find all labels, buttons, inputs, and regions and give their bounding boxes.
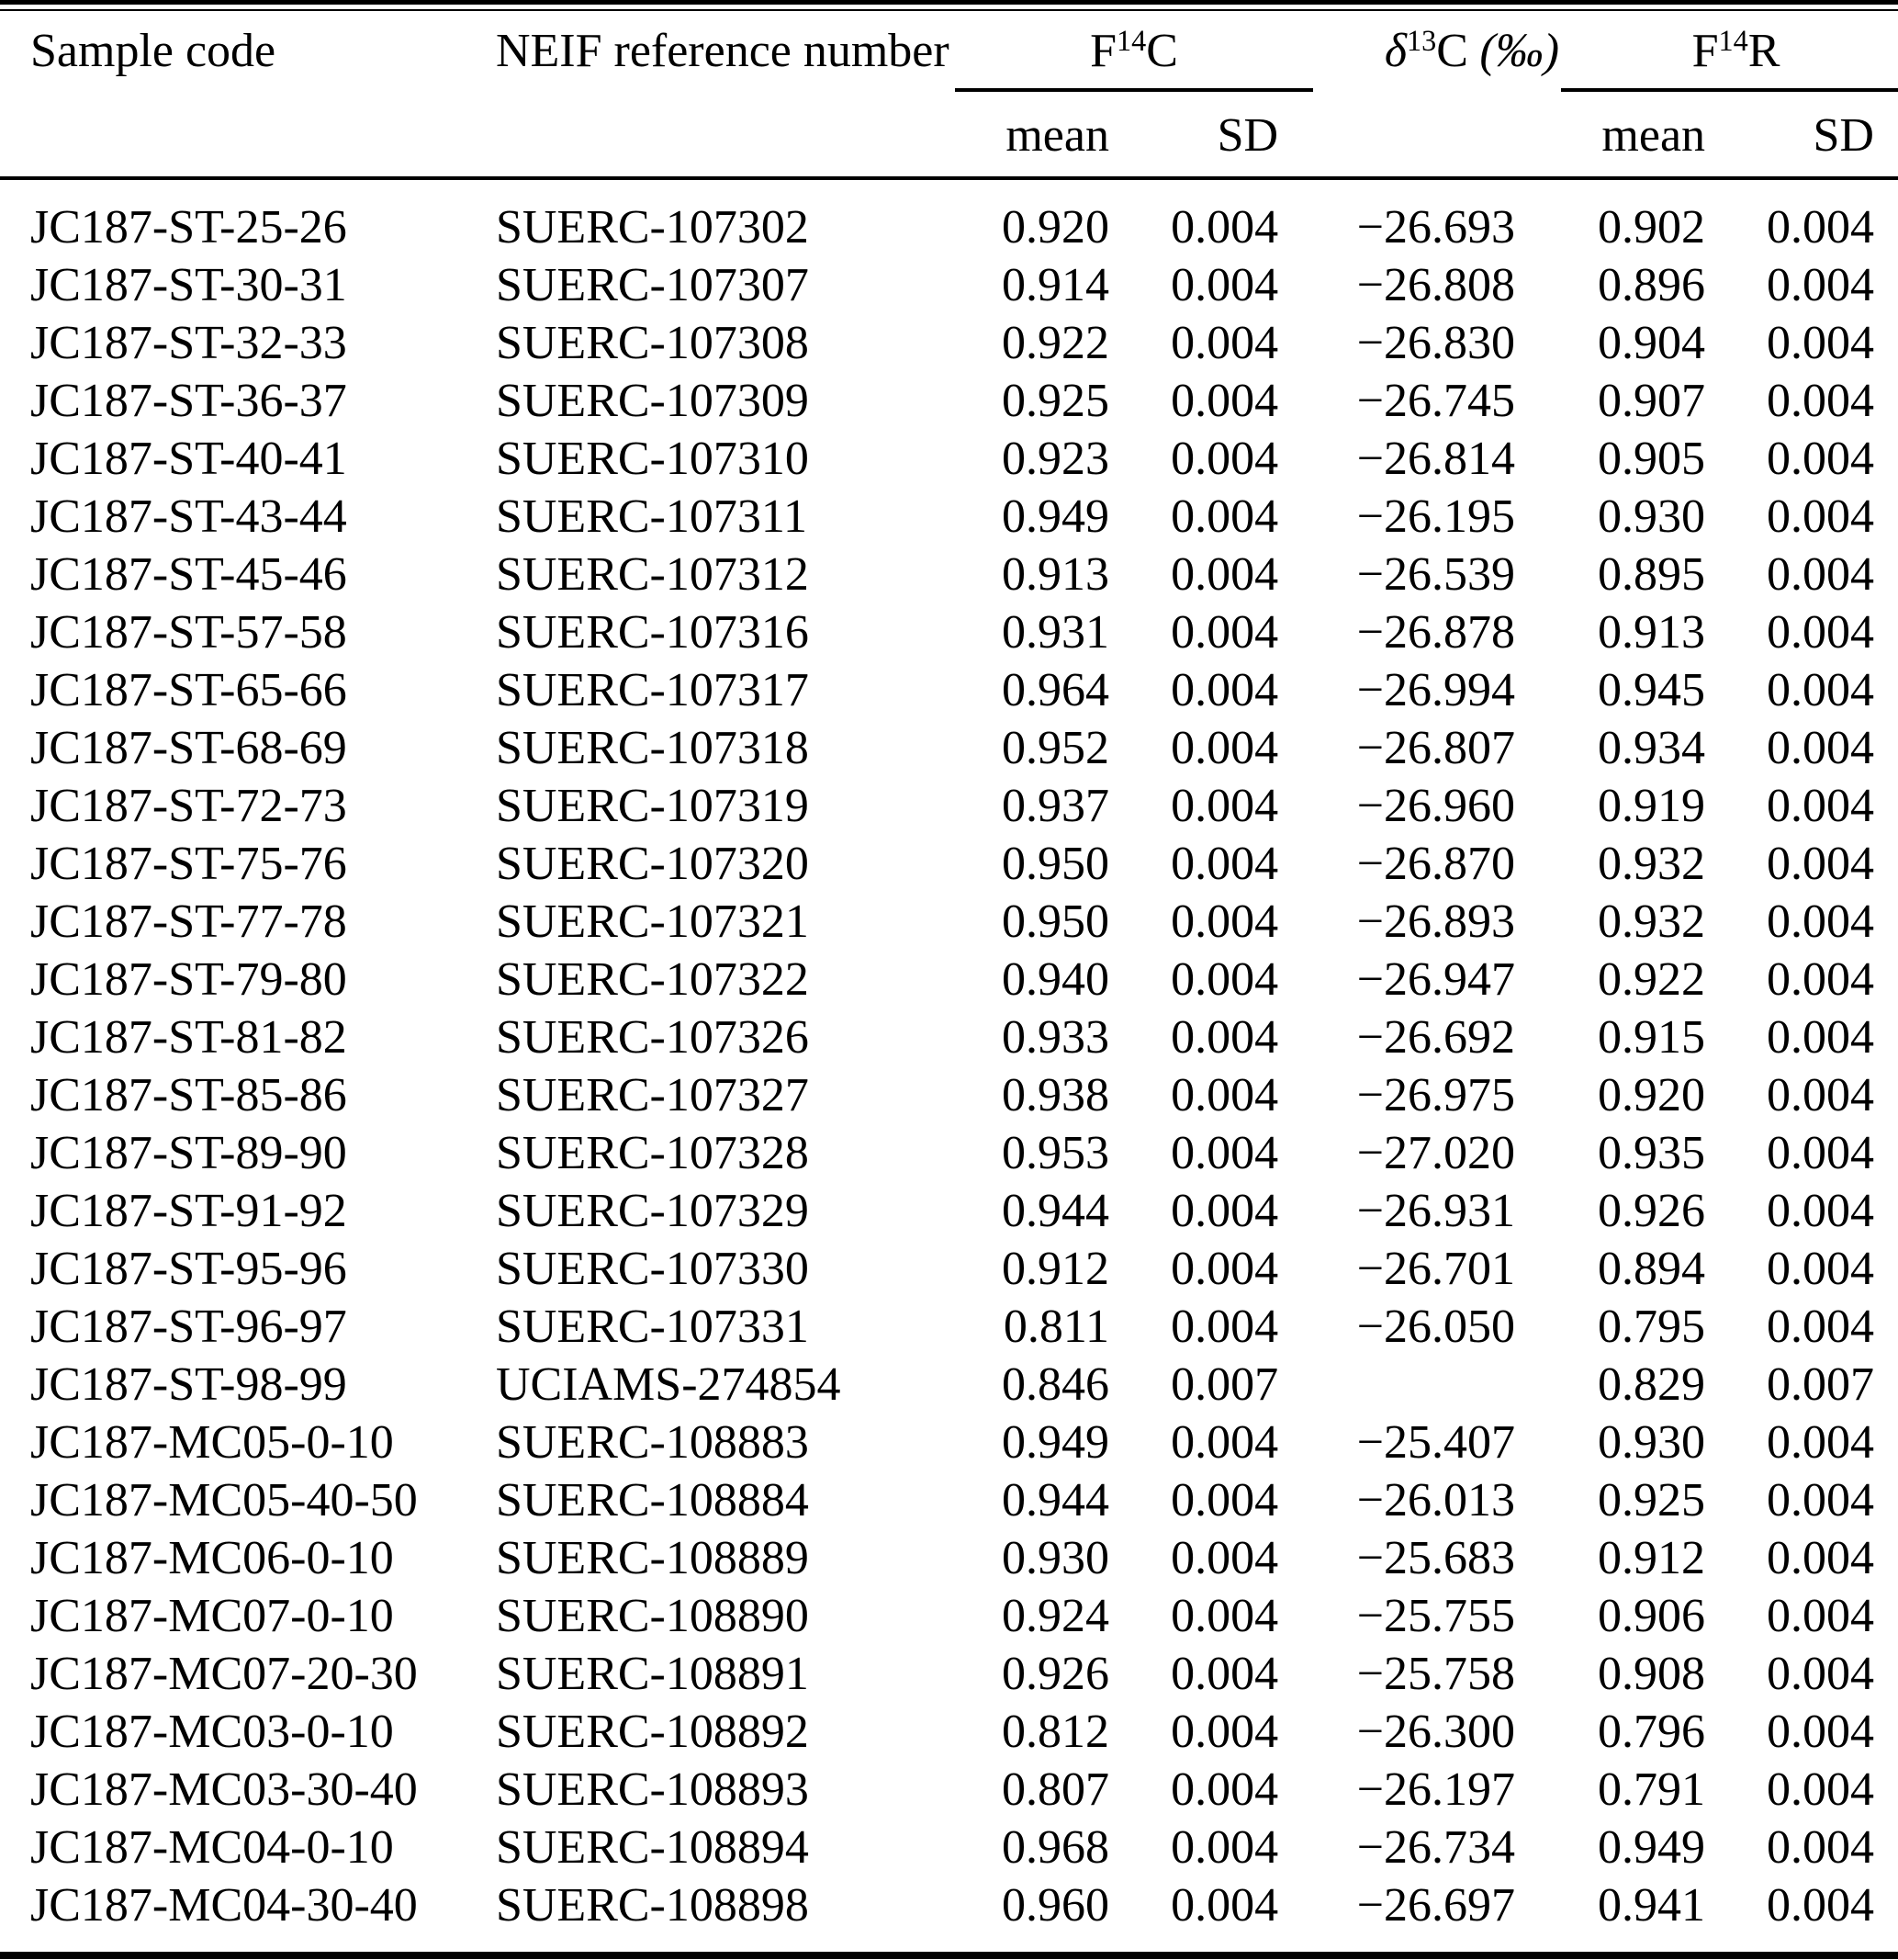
cell-f14r-mean: 0.791 (1598, 1763, 1706, 1816)
cell-d13c: −26.013 (1356, 1474, 1516, 1526)
cell-f14c-mean: 0.964 (1001, 664, 1109, 716)
cell-neif-reference: SUERC-107331 (495, 1301, 809, 1353)
table-row (0, 1008, 1898, 1066)
cell-sample-code: JC187-ST-32-33 (30, 317, 347, 369)
cell-d13c: −26.814 (1356, 433, 1516, 485)
cell-sample-code: JC187-ST-25-26 (30, 201, 347, 253)
table-row (0, 1240, 1898, 1298)
cell-d13c: −26.931 (1356, 1185, 1516, 1237)
table-body (0, 178, 1898, 1934)
cell-f14c-mean: 0.807 (1001, 1763, 1109, 1816)
cell-d13c: −26.807 (1356, 722, 1516, 774)
cell-sample-code: JC187-ST-89-90 (30, 1127, 347, 1179)
cell-f14c-sd: 0.004 (1171, 375, 1279, 427)
table-row (0, 603, 1898, 661)
cell-neif-reference: SUERC-107307 (495, 259, 809, 311)
cell-f14r-sd: 0.004 (1767, 1127, 1874, 1179)
cell-sample-code: JC187-MC05-0-10 (30, 1416, 394, 1469)
cell-f14c-mean: 0.930 (1001, 1532, 1109, 1584)
table-row (0, 1529, 1898, 1587)
cell-f14r-mean: 0.912 (1598, 1532, 1706, 1584)
cell-d13c: −26.692 (1356, 1011, 1516, 1064)
cell-f14c-mean: 0.938 (1001, 1069, 1109, 1121)
cell-f14c-sd: 0.004 (1171, 201, 1279, 253)
cell-neif-reference: SUERC-107302 (495, 201, 809, 253)
cell-f14r-mean: 0.915 (1598, 1011, 1706, 1064)
cell-d13c: −26.745 (1356, 375, 1516, 427)
col-header-neif-reference: NEIF reference number (496, 11, 955, 178)
cell-sample-code: JC187-ST-68-69 (30, 722, 347, 774)
cell-f14c-sd: 0.004 (1171, 1011, 1279, 1064)
table-row (0, 1471, 1898, 1529)
table-row (0, 1587, 1898, 1645)
cell-f14r-mean: 0.919 (1598, 780, 1706, 832)
cell-f14r-sd: 0.004 (1767, 953, 1874, 1006)
cell-f14r-sd: 0.004 (1767, 317, 1874, 369)
cell-f14r-sd: 0.004 (1767, 490, 1874, 543)
cell-f14c-sd: 0.004 (1171, 1474, 1279, 1526)
cell-f14c-sd: 0.004 (1171, 1127, 1279, 1179)
cell-sample-code: JC187-ST-79-80 (30, 953, 347, 1006)
table-bottom-rule-gap (0, 1934, 1898, 1952)
cell-f14r-sd: 0.004 (1767, 896, 1874, 948)
cell-f14c-mean: 0.913 (1001, 548, 1109, 601)
cell-d13c: −27.020 (1356, 1127, 1516, 1179)
cell-f14r-mean: 0.895 (1598, 548, 1706, 601)
cell-neif-reference: SUERC-107308 (495, 317, 809, 369)
col-header-d13c (1313, 11, 1561, 178)
cell-d13c: −26.878 (1356, 606, 1516, 659)
cell-f14r-sd: 0.004 (1767, 375, 1874, 427)
cell-f14c-mean: 0.922 (1001, 317, 1109, 369)
cell-sample-code: JC187-ST-85-86 (30, 1069, 347, 1121)
cell-f14r-mean: 0.934 (1598, 722, 1706, 774)
table-row (0, 1356, 1898, 1414)
cell-f14r-mean: 0.941 (1598, 1879, 1706, 1932)
cell-neif-reference: SUERC-107320 (495, 838, 809, 890)
cell-f14r-mean: 0.935 (1598, 1127, 1706, 1179)
header-row-groups (0, 11, 1898, 90)
cell-d13c: −26.994 (1356, 664, 1516, 716)
cell-neif-reference: SUERC-108883 (495, 1416, 809, 1469)
cell-f14r-sd: 0.004 (1767, 1243, 1874, 1295)
cell-f14c-mean: 0.944 (1001, 1474, 1109, 1526)
cell-f14c-mean: 0.924 (1001, 1590, 1109, 1642)
cell-neif-reference: SUERC-107319 (495, 780, 809, 832)
cell-f14r-mean: 0.902 (1598, 201, 1706, 253)
cell-f14c-sd: 0.004 (1171, 548, 1279, 601)
cell-f14r-mean: 0.829 (1598, 1358, 1706, 1411)
table-row (0, 1819, 1898, 1876)
table-row (0, 430, 1898, 488)
cell-sample-code: JC187-MC03-0-10 (30, 1706, 394, 1758)
cell-f14c-sd: 0.007 (1171, 1358, 1279, 1411)
cell-f14c-mean: 0.914 (1001, 259, 1109, 311)
cell-neif-reference: SUERC-108890 (495, 1590, 809, 1642)
cell-neif-reference: SUERC-107311 (495, 490, 807, 543)
cell-f14c-sd: 0.004 (1171, 1706, 1279, 1758)
cell-d13c: −26.697 (1356, 1879, 1516, 1932)
cell-f14r-sd: 0.004 (1767, 780, 1874, 832)
cell-f14r-sd: 0.004 (1767, 1416, 1874, 1469)
table-row (0, 1298, 1898, 1356)
cell-neif-reference: SUERC-107309 (495, 375, 809, 427)
cell-f14r-sd: 0.004 (1767, 606, 1874, 659)
table-bottom-rule (0, 1952, 1898, 1959)
cell-f14r-mean: 0.906 (1598, 1590, 1706, 1642)
cell-f14c-mean: 0.949 (1001, 1416, 1109, 1469)
table-row (0, 1414, 1898, 1471)
cell-f14r-sd: 0.007 (1767, 1358, 1874, 1411)
cell-neif-reference: SUERC-107321 (495, 896, 809, 948)
cell-d13c: −26.539 (1356, 548, 1516, 601)
d13c-label-superscript: 13 (1407, 24, 1437, 58)
cell-sample-code: JC187-ST-81-82 (30, 1011, 347, 1064)
table-row (0, 488, 1898, 546)
cell-sample-code: JC187-ST-36-37 (30, 375, 347, 427)
cell-f14r-sd: 0.004 (1767, 1532, 1874, 1584)
table-row (0, 1761, 1898, 1819)
cell-f14c-sd: 0.004 (1171, 317, 1279, 369)
cell-neif-reference: UCIAMS-274854 (495, 1358, 841, 1411)
cell-f14r-mean: 0.930 (1598, 490, 1706, 543)
f14r-label-base: F (1691, 25, 1719, 77)
cell-f14r-sd: 0.004 (1767, 1821, 1874, 1874)
subheader-f14r-sd: SD (1708, 90, 1898, 178)
table-row (0, 1124, 1898, 1182)
cell-f14c-sd: 0.004 (1171, 1648, 1279, 1700)
cell-sample-code: JC187-ST-77-78 (30, 896, 347, 948)
cell-sample-code: JC187-ST-72-73 (30, 780, 347, 832)
cell-f14c-mean: 0.920 (1001, 201, 1109, 253)
cell-f14c-sd: 0.004 (1171, 722, 1279, 774)
cell-d13c: −26.808 (1356, 259, 1516, 311)
cell-neif-reference: SUERC-108894 (495, 1821, 809, 1874)
cell-f14c-sd: 0.004 (1171, 259, 1279, 311)
cell-d13c: −25.758 (1356, 1648, 1516, 1700)
cell-f14r-sd: 0.004 (1767, 1185, 1874, 1237)
table-row (0, 777, 1898, 835)
cell-f14r-mean: 0.905 (1598, 433, 1706, 485)
cell-f14r-mean: 0.795 (1598, 1301, 1706, 1353)
cell-neif-reference: SUERC-108892 (495, 1706, 809, 1758)
f14c-label-rest: C (1146, 25, 1178, 77)
cell-f14c-mean: 0.960 (1001, 1879, 1109, 1932)
cell-sample-code: JC187-ST-43-44 (30, 490, 347, 543)
cell-d13c: −26.195 (1356, 490, 1516, 543)
cell-f14c-sd: 0.004 (1171, 1416, 1279, 1469)
cell-d13c: −26.734 (1356, 1821, 1516, 1874)
cell-neif-reference: SUERC-107328 (495, 1127, 809, 1179)
cell-neif-reference: SUERC-107316 (495, 606, 809, 659)
cell-f14c-mean: 0.912 (1001, 1243, 1109, 1295)
cell-f14r-sd: 0.004 (1767, 1011, 1874, 1064)
cell-neif-reference: SUERC-107310 (495, 433, 809, 485)
table-row (0, 256, 1898, 314)
cell-neif-reference: SUERC-107327 (495, 1069, 809, 1121)
cell-f14c-sd: 0.004 (1171, 664, 1279, 716)
cell-f14r-mean: 0.913 (1598, 606, 1706, 659)
col-header-f14r-group (1561, 11, 1898, 90)
cell-d13c: −26.975 (1356, 1069, 1516, 1121)
table-row (0, 719, 1898, 777)
cell-f14r-mean: 0.894 (1598, 1243, 1706, 1295)
cell-f14r-sd: 0.004 (1767, 201, 1874, 253)
cell-f14c-mean: 0.925 (1001, 375, 1109, 427)
cell-f14r-sd: 0.004 (1767, 838, 1874, 890)
d13c-label-rest: C (1436, 25, 1468, 77)
cell-f14r-sd: 0.004 (1767, 259, 1874, 311)
cell-f14r-sd: 0.004 (1767, 1590, 1874, 1642)
cell-d13c: −26.300 (1356, 1706, 1516, 1758)
cell-f14c-mean: 0.926 (1001, 1648, 1109, 1700)
table-row (0, 178, 1898, 256)
cell-f14c-mean: 0.940 (1001, 953, 1109, 1006)
cell-f14c-mean: 0.937 (1001, 780, 1109, 832)
cell-d13c: −26.693 (1356, 201, 1516, 253)
cell-f14r-sd: 0.004 (1767, 1474, 1874, 1526)
f14r-label-rest: R (1747, 25, 1780, 77)
cell-f14r-sd: 0.004 (1767, 1648, 1874, 1700)
cell-f14r-mean: 0.930 (1598, 1416, 1706, 1469)
cell-f14c-mean: 0.812 (1001, 1706, 1109, 1758)
cell-sample-code: JC187-MC07-0-10 (30, 1590, 394, 1642)
cell-neif-reference: SUERC-107330 (495, 1243, 809, 1295)
table-row (0, 546, 1898, 603)
cell-f14r-mean: 0.932 (1598, 838, 1706, 890)
cell-d13c: −25.755 (1356, 1590, 1516, 1642)
cell-f14c-sd: 0.004 (1171, 896, 1279, 948)
cell-neif-reference: SUERC-107329 (495, 1185, 809, 1237)
cell-f14r-sd: 0.004 (1767, 1301, 1874, 1353)
cell-f14c-mean: 0.952 (1001, 722, 1109, 774)
cell-f14c-mean: 0.968 (1001, 1821, 1109, 1874)
radiocarbon-results-table (0, 11, 1898, 1934)
cell-d13c: −26.701 (1356, 1243, 1516, 1295)
subheader-f14c-sd: SD (1129, 90, 1313, 178)
cell-f14r-mean: 0.922 (1598, 953, 1706, 1006)
cell-f14r-sd: 0.004 (1767, 664, 1874, 716)
table-row (0, 1182, 1898, 1240)
cell-sample-code: JC187-ST-57-58 (30, 606, 347, 659)
f14r-label-superscript: 14 (1718, 24, 1748, 58)
cell-f14c-sd: 0.004 (1171, 1069, 1279, 1121)
cell-f14r-mean: 0.945 (1598, 664, 1706, 716)
cell-f14c-mean: 0.923 (1001, 433, 1109, 485)
cell-f14c-sd: 0.004 (1171, 1185, 1279, 1237)
table-row (0, 314, 1898, 372)
cell-f14r-sd: 0.004 (1767, 1763, 1874, 1816)
cell-f14r-mean: 0.932 (1598, 896, 1706, 948)
cell-d13c: −26.893 (1356, 896, 1516, 948)
cell-f14c-mean: 0.933 (1001, 1011, 1109, 1064)
cell-f14c-sd: 0.004 (1171, 1879, 1279, 1932)
table-row (0, 835, 1898, 893)
cell-d13c (1313, 1356, 1561, 1414)
cell-f14r-mean: 0.925 (1598, 1474, 1706, 1526)
cell-sample-code: JC187-ST-91-92 (30, 1185, 347, 1237)
cell-neif-reference: SUERC-107317 (495, 664, 809, 716)
cell-sample-code: JC187-MC04-30-40 (30, 1879, 418, 1932)
cell-neif-reference: SUERC-108884 (495, 1474, 809, 1526)
cell-sample-code: JC187-MC04-0-10 (30, 1821, 394, 1874)
cell-f14c-sd: 0.004 (1171, 490, 1279, 543)
cell-f14r-mean: 0.926 (1598, 1185, 1706, 1237)
cell-f14c-sd: 0.004 (1171, 1821, 1279, 1874)
f14c-label-base: F (1090, 25, 1117, 77)
cell-f14c-sd: 0.004 (1171, 1763, 1279, 1816)
cell-f14r-sd: 0.004 (1767, 1069, 1874, 1121)
cell-sample-code: JC187-MC07-20-30 (30, 1648, 418, 1700)
cell-f14r-mean: 0.904 (1598, 317, 1706, 369)
cell-f14r-sd: 0.004 (1767, 1879, 1874, 1932)
cell-d13c: −25.407 (1356, 1416, 1516, 1469)
cell-f14r-sd: 0.004 (1767, 1706, 1874, 1758)
cell-neif-reference: SUERC-108891 (495, 1648, 809, 1700)
d13c-label-delta: δ (1384, 25, 1407, 77)
cell-f14r-sd: 0.004 (1767, 722, 1874, 774)
table-row (0, 1876, 1898, 1934)
cell-sample-code: JC187-ST-96-97 (30, 1301, 347, 1353)
cell-neif-reference: SUERC-108898 (495, 1879, 809, 1932)
cell-f14c-sd: 0.004 (1171, 433, 1279, 485)
table-row (0, 893, 1898, 951)
cell-sample-code: JC187-MC05-40-50 (30, 1474, 418, 1526)
cell-f14c-mean: 0.931 (1001, 606, 1109, 659)
cell-sample-code: JC187-MC03-30-40 (30, 1763, 418, 1816)
table-row (0, 372, 1898, 430)
table-row (0, 951, 1898, 1008)
cell-d13c: −25.683 (1356, 1532, 1516, 1584)
cell-neif-reference: SUERC-107318 (495, 722, 809, 774)
cell-f14r-sd: 0.004 (1767, 433, 1874, 485)
cell-sample-code: JC187-ST-95-96 (30, 1243, 347, 1295)
cell-d13c: −26.830 (1356, 317, 1516, 369)
cell-sample-code: JC187-ST-98-99 (30, 1358, 347, 1411)
cell-f14c-sd: 0.004 (1171, 953, 1279, 1006)
cell-neif-reference: SUERC-108889 (495, 1532, 809, 1584)
cell-f14r-mean: 0.896 (1598, 259, 1706, 311)
cell-neif-reference: SUERC-107312 (495, 548, 809, 601)
table-row (0, 1066, 1898, 1124)
cell-f14r-mean: 0.908 (1598, 1648, 1706, 1700)
subheader-f14c-mean: mean (955, 90, 1129, 178)
f14c-label-superscript: 14 (1117, 24, 1147, 58)
cell-f14r-mean: 0.796 (1598, 1706, 1706, 1758)
cell-neif-reference: SUERC-108893 (495, 1763, 809, 1816)
cell-f14c-sd: 0.004 (1171, 1532, 1279, 1584)
cell-sample-code: JC187-ST-65-66 (30, 664, 347, 716)
cell-sample-code: JC187-ST-75-76 (30, 838, 347, 890)
d13c-label-unit: (‰) (1479, 25, 1560, 77)
subheader-f14r-mean: mean (1561, 90, 1708, 178)
col-header-f14c-group (955, 11, 1313, 90)
cell-sample-code: JC187-ST-45-46 (30, 548, 347, 601)
col-header-sample-code: Sample code (0, 11, 496, 178)
cell-d13c: −26.960 (1356, 780, 1516, 832)
cell-f14c-sd: 0.004 (1171, 780, 1279, 832)
cell-neif-reference: SUERC-107326 (495, 1011, 809, 1064)
table-row (0, 1703, 1898, 1761)
cell-f14c-mean: 0.811 (1003, 1301, 1109, 1353)
cell-f14r-mean: 0.907 (1598, 375, 1706, 427)
cell-d13c: −26.947 (1356, 953, 1516, 1006)
cell-f14c-sd: 0.004 (1171, 1243, 1279, 1295)
table-row (0, 1645, 1898, 1703)
cell-f14c-sd: 0.004 (1171, 1590, 1279, 1642)
cell-sample-code: JC187-ST-30-31 (30, 259, 347, 311)
cell-d13c: −26.870 (1356, 838, 1516, 890)
cell-f14r-mean: 0.949 (1598, 1821, 1706, 1874)
cell-f14c-mean: 0.950 (1001, 896, 1109, 948)
cell-d13c: −26.197 (1356, 1763, 1516, 1816)
cell-f14r-sd: 0.004 (1767, 548, 1874, 601)
table-row (0, 661, 1898, 719)
cell-f14c-sd: 0.004 (1171, 1301, 1279, 1353)
cell-f14c-mean: 0.949 (1001, 490, 1109, 543)
cell-f14c-mean: 0.950 (1001, 838, 1109, 890)
table-header (0, 11, 1898, 178)
cell-f14c-mean: 0.944 (1001, 1185, 1109, 1237)
cell-f14c-sd: 0.004 (1171, 838, 1279, 890)
cell-sample-code: JC187-MC06-0-10 (30, 1532, 394, 1584)
cell-f14c-mean: 0.953 (1001, 1127, 1109, 1179)
cell-f14c-sd: 0.004 (1171, 606, 1279, 659)
cell-sample-code: JC187-ST-40-41 (30, 433, 347, 485)
cell-d13c: −26.050 (1356, 1301, 1516, 1353)
cell-f14r-mean: 0.920 (1598, 1069, 1706, 1121)
cell-neif-reference: SUERC-107322 (495, 953, 809, 1006)
cell-f14c-mean: 0.846 (1001, 1358, 1109, 1411)
